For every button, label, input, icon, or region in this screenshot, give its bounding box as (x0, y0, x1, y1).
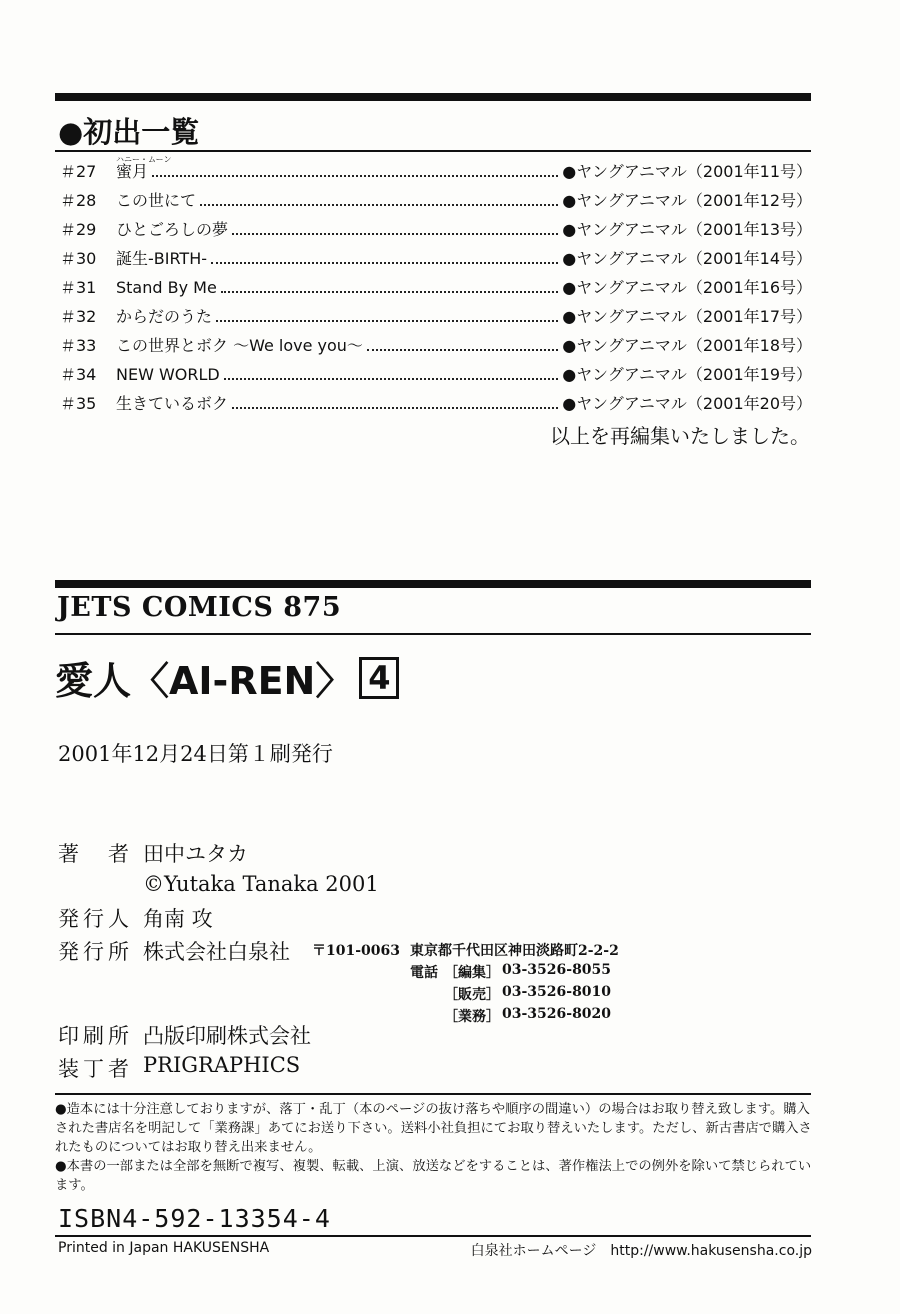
address: 東京都千代田区神田淡路町2-2-2 (410, 943, 619, 959)
notice-text: ●造本には十分注意しておりますが、落丁・乱丁（本のページの抜け落ちや順序の間違い）の場合はお取り替え致します。購入された書店名を明記して「業務課」あてにお送り下さい。送料小社負担にてお取り替えいたします。ただし、新古書店で購入されたものについてはお取り替え出来ません。 (55, 1102, 812, 1155)
toc-leader (232, 233, 558, 235)
toc-row (60, 328, 812, 356)
toc-leader (216, 320, 558, 322)
toc-row (60, 212, 812, 240)
publisher-person-label: 発行人 (58, 907, 133, 931)
toc-source: ●ヤングアニマル（2001年20号） (562, 394, 812, 413)
postal-code: 〒101-0063 (312, 943, 400, 959)
top-rule (55, 93, 811, 101)
footer-imprint: Printed in Japan HAKUSENSHA (58, 1240, 270, 1256)
toc-row (60, 386, 812, 414)
toc-source: ●ヤングアニマル（2001年12号） (562, 191, 812, 210)
toc-leader (211, 262, 558, 264)
phone-number: 03-3526-8010 (502, 984, 612, 1000)
author-name: 田中ユタカ (143, 842, 248, 866)
toc-source: ●ヤングアニマル（2001年19号） (562, 365, 812, 384)
phone-dept: ［業務］ (444, 1009, 500, 1025)
colophon-rule (55, 580, 811, 588)
copyright: ©Yutaka Tanaka 2001 (143, 872, 379, 896)
toc-number: ＃27 (60, 162, 97, 181)
toc-number: ＃31 (60, 278, 97, 297)
toc-row (60, 299, 812, 327)
toc-row (60, 183, 812, 211)
toc-title: 生きているボク (116, 394, 229, 413)
phone-dept: ［販売］ (444, 987, 500, 1003)
toc-title: NEW WORLD (116, 365, 220, 384)
toc-ruby: ハニー・ムーン (116, 155, 172, 164)
volume-number: 4 (359, 657, 399, 699)
toc-number: ＃30 (60, 249, 97, 268)
toc-number: ＃33 (60, 336, 97, 355)
publication-date: 2001年12月24日第１刷発行 (58, 742, 333, 766)
toc-leader (221, 291, 558, 293)
phone-number: 03-3526-8020 (502, 1006, 612, 1022)
toc-number: ＃29 (60, 220, 97, 239)
series-rule (55, 633, 811, 635)
toc-number: ＃34 (60, 365, 97, 384)
author-label: 著 者 (58, 842, 133, 866)
toc-number: ＃28 (60, 191, 97, 210)
toc-row (60, 270, 812, 298)
toc-number: ＃32 (60, 307, 97, 326)
toc-leader (224, 378, 558, 380)
isbn: ISBN4-592-13354-4 (58, 1204, 331, 1233)
designer-name: PRIGRAPHICS (143, 1053, 301, 1077)
toc-title-text: 蜜月 (116, 162, 149, 181)
toc-title: ひとごろしの夢 (116, 220, 229, 239)
toc-row (60, 241, 812, 269)
series-name: JETS COMICS 875 (57, 592, 342, 623)
footer-website: 白泉社ホームページ http://www.hakusensha.co.jp (470, 1243, 812, 1259)
toc-row (60, 154, 812, 182)
toc-source: ●ヤングアニマル（2001年18号） (562, 336, 812, 355)
phone-dept: ［編集］ (444, 965, 500, 981)
toc-title: 誕生-BIRTH- (116, 249, 208, 268)
notice-block (55, 1100, 823, 1195)
toc-source: ●ヤングアニマル（2001年16号） (562, 278, 812, 297)
publisher-person: 角南 攻 (143, 907, 213, 931)
toc-row (60, 357, 812, 385)
designer-label: 装丁者 (58, 1057, 133, 1081)
printer-label: 印刷所 (58, 1024, 133, 1048)
isbn-rule (55, 1235, 811, 1237)
phone-number: 03-3526-8055 (502, 962, 612, 978)
toc-note: 以上を再編集いたしました。 (550, 424, 810, 448)
toc-source: ●ヤングアニマル（2001年14号） (562, 249, 812, 268)
toc-leader (232, 407, 558, 409)
toc-source: ●ヤングアニマル（2001年13号） (562, 220, 812, 239)
toc-title: この世にて (116, 191, 197, 210)
toc-title (116, 155, 172, 182)
publisher-label: 発行所 (58, 940, 133, 964)
toc-leader (367, 349, 558, 351)
toc-source: ●ヤングアニマル（2001年17号） (562, 307, 812, 326)
publisher-name: 株式会社白泉社 (143, 940, 290, 964)
notice-rule (55, 1093, 811, 1095)
toc-leader (152, 175, 558, 177)
toc-number: ＃35 (60, 394, 97, 413)
printer-name: 凸版印刷株式会社 (143, 1024, 311, 1048)
toc-leader (200, 204, 558, 206)
notice-text: ●本書の一部または全部を無断で複写、複製、転載、上演、放送などをすることは、著作権法上での例外を除いて禁じられています。 (55, 1159, 812, 1193)
toc-title: Stand By Me (116, 278, 217, 297)
book-title-text: 愛人〈AI-REN〉 (55, 659, 354, 703)
toc-title: この世界とボク 〜We love you〜 (116, 336, 363, 355)
section-title: ●初出一覧 (58, 115, 200, 149)
book-title (55, 650, 399, 705)
phone-label: 電話 (410, 965, 438, 981)
toc-source: ●ヤングアニマル（2001年11号） (562, 162, 812, 181)
toc-title: からだのうた (116, 307, 213, 326)
